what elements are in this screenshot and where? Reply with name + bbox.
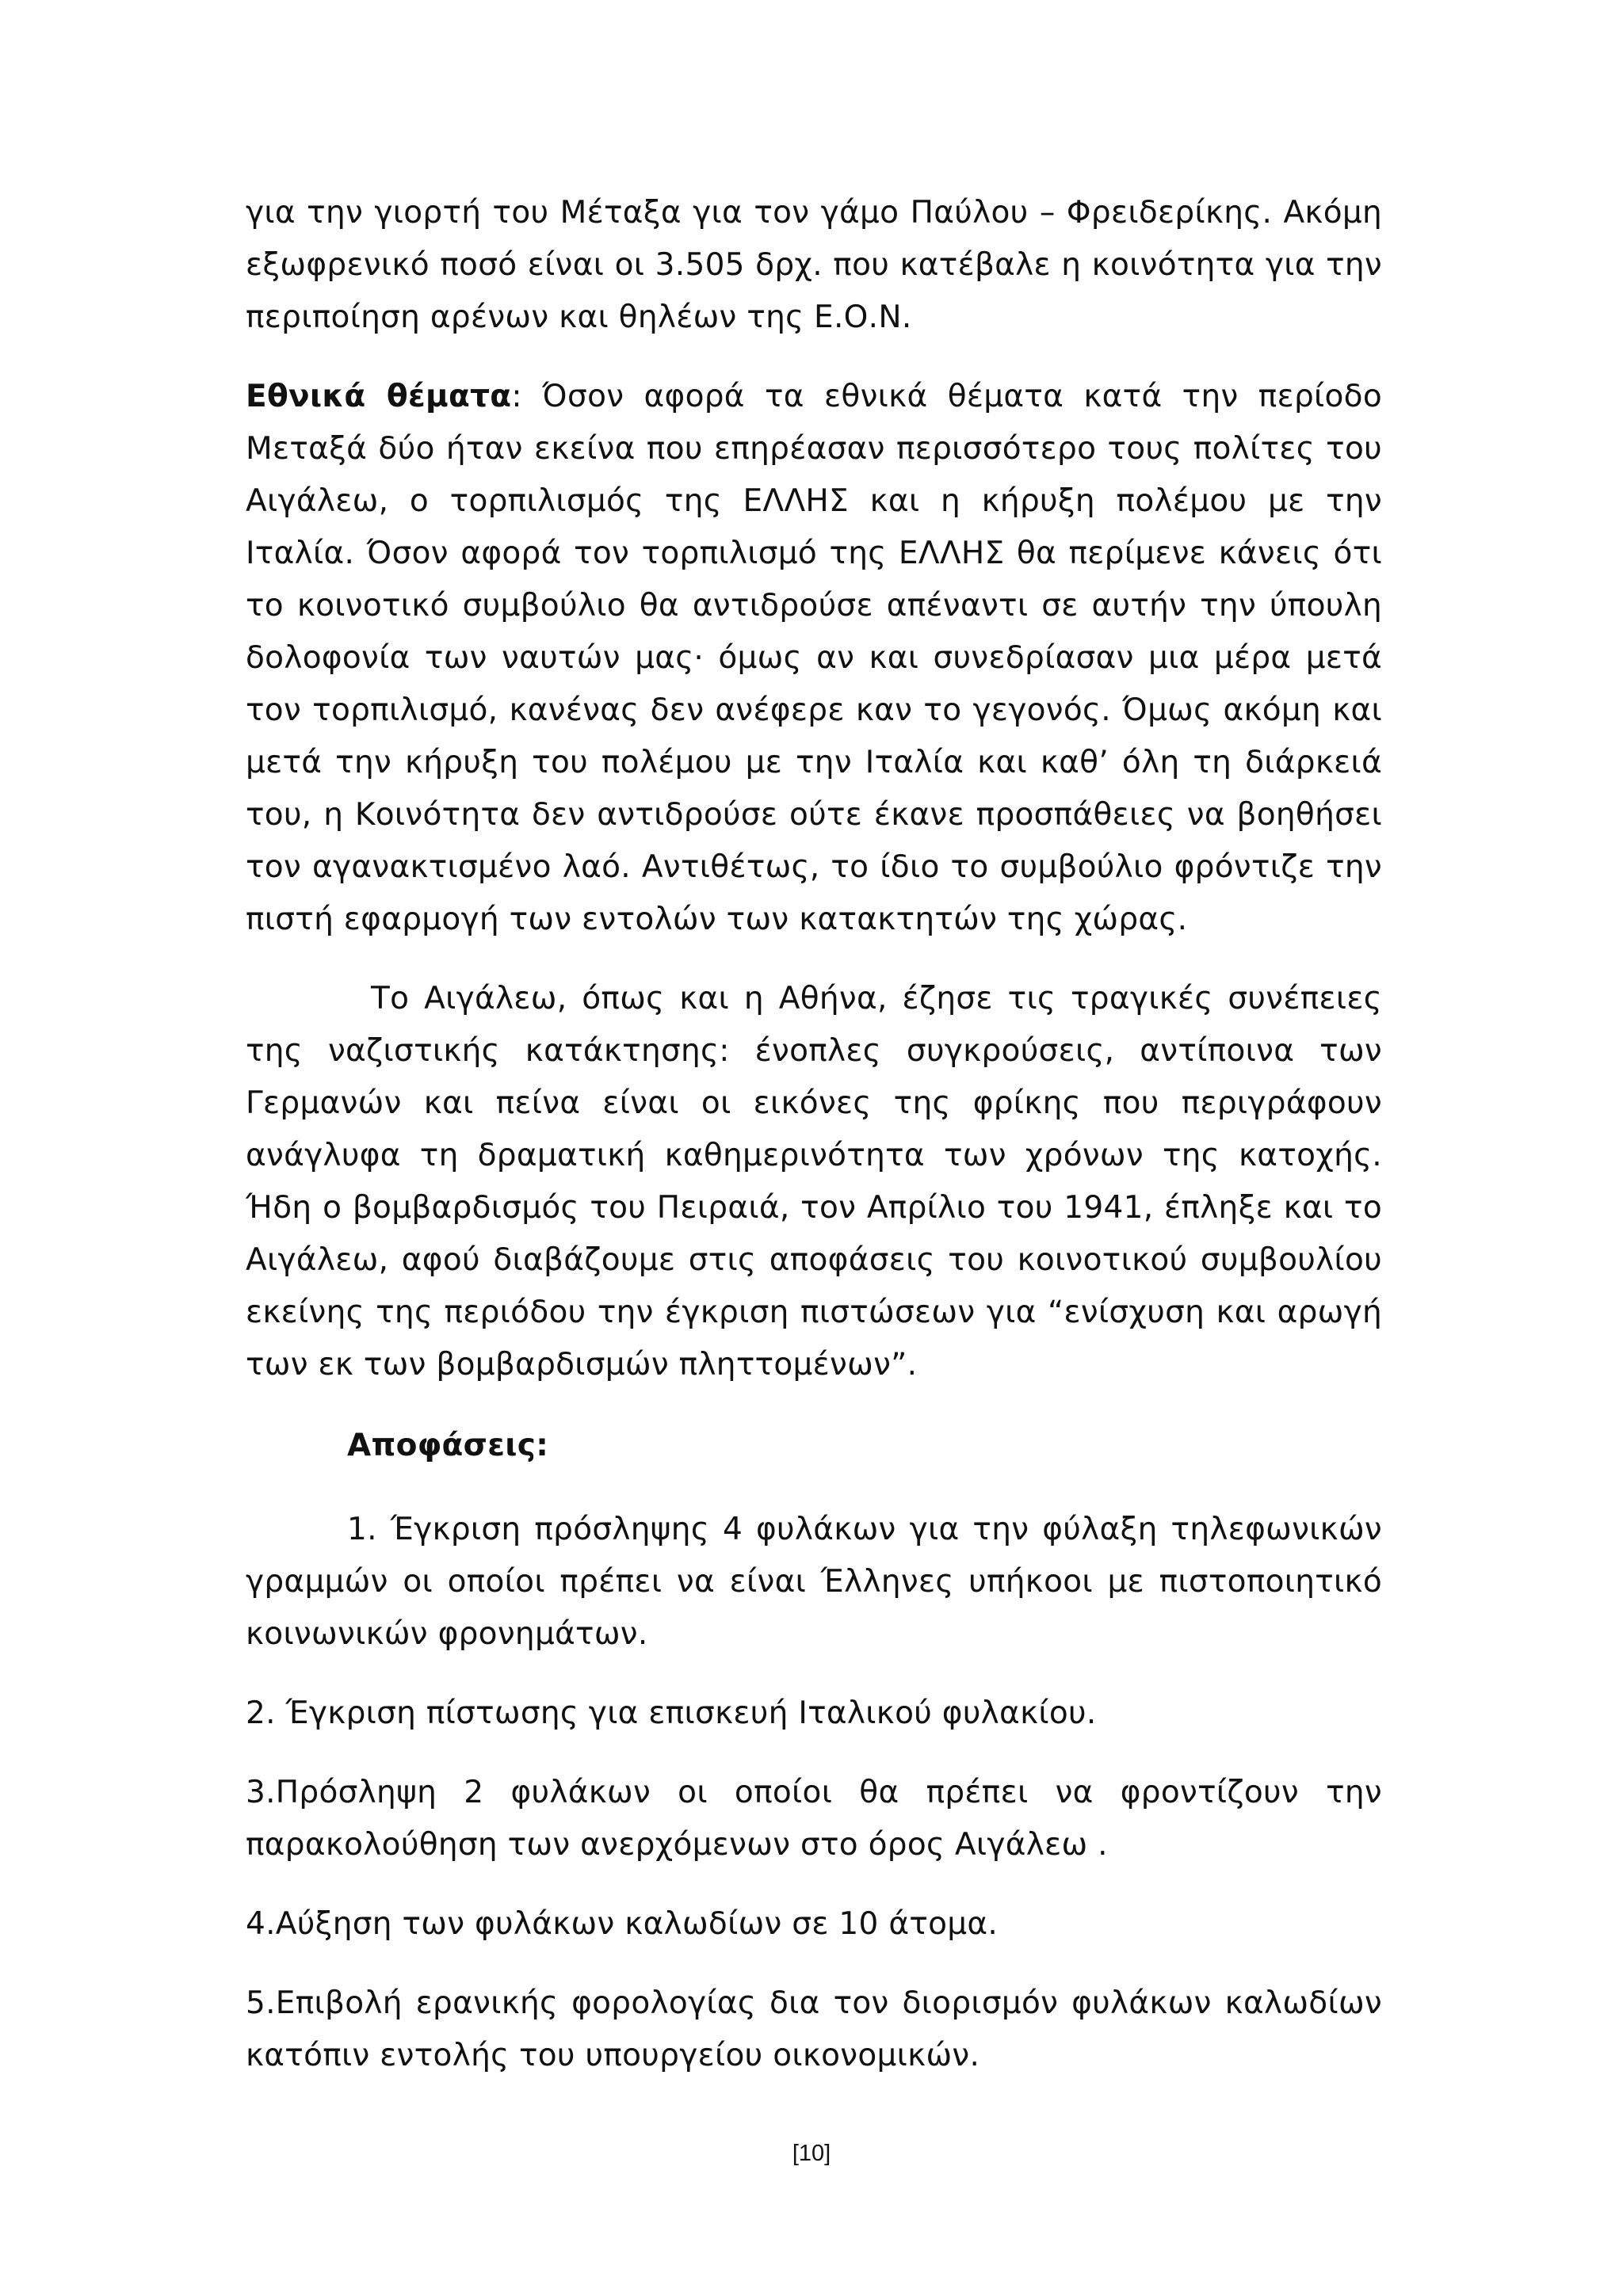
decision-item-2: 2. Έγκριση πίστωσης για επισκευή Ιταλικού φυλακίου.	[246, 1695, 1097, 1731]
decision-item-5: 5.Επιβολή ερανικής φορολογίας δια τον διορισμόν φυλάκων καλωδίων κατόπιν εντολής του υπουργείου οικονομικών.	[246, 1985, 1382, 2073]
paragraph-national-issues	[246, 371, 1382, 946]
paragraph-wedding-expenses: για την γιορτή του Μέταξα για τον γάμο Παύλου – Φρειδερίκης. Ακόμη εξωφρενικό ποσό είναι οι 3.505 δρχ. που κατέβαλε η κοινότητα για την περιποίηση αρένων και θηλέων της Ε.Ο.Ν.	[246, 195, 1382, 335]
page-number: [10]	[792, 2141, 831, 2166]
national-issues-label: Εθνικά θέματα	[246, 379, 512, 414]
decision-item-1: 1. Έγκριση πρόσληψης 4 φυλάκων για την φύλαξη τηλεφωνικών γραμμών οι οποίοι πρέπει να είναι Έλληνες υπήκοοι με πιστοποιητικό κοινωνικών φρονημάτων.	[246, 1512, 1382, 1652]
document-page	[246, 187, 1382, 2082]
decision-item-4: 4.Αύξηση των φυλάκων καλωδίων σε 10 άτομα.	[246, 1906, 999, 1942]
decision-item-3: 3.Πρόσληψη 2 φυλάκων οι οποίοι θα πρέπει να φροντίζουν την παρακολούθηση των ανερχόμενων στο όρος Αιγάλεω .	[246, 1775, 1382, 1863]
decisions-heading: Αποφάσεις:	[347, 1428, 549, 1463]
national-issues-body: : Όσον αφορά τα εθνικά θέματα κατά την περίοδο Μεταξά δύο ήταν εκείνα που επηρέασαν περισσότερο τους πολίτες του Αιγάλεω, ο τορπιλισμός της ΕΛΛΗΣ και η κήρυξη πολέμου με την Ιταλία. Όσον αφορά τον τορπιλισμό της ΕΛΛΗΣ θα περίμενε κάνεις ότι το κοινοτικό συμβούλιο θα αντιδρούσε απέναντι σε αυτήν την ύπουλη δολοφονία των ναυτών μας· όμως αν και συνεδρίασαν μια μέρα μετά τον τορπιλισμό, κανένας δεν ανέφερε καν το γεγονός. Όμως ακόμη και μετά την κήρυξη του πολέμου με την Ιταλία και καθ’ όλη τη διάρκειά του, η Κοινότητα δεν αντιδρούσε ούτε έκανε προσπάθειες να βοηθήσει τον αγανακτισμένο λαό. Αντιθέτως, το ίδιο το συμβούλιο φρόντιζε την πιστή εφαρμογή των εντολών των κατακτητών της χώρας.	[246, 379, 1382, 937]
paragraph-occupation: Το Αιγάλεω, όπως και η Αθήνα, έζησε τις τραγικές συνέπειες της ναζιστικής κατάκτησης: ένοπλες συγκρούσεις, αντίποινα των Γερμανών και πείνα είναι οι εικόνες της φρίκης που περιγράφουν ανάγλυφα τη δραματική καθημερινότητα των χρόνων της κατοχής. Ήδη ο βομβαρδισμός του Πειραιά, τον Απρίλιο του 1941, έπληξε και το Αιγάλεω, αφού διαβάζουμε στις αποφάσεις του κοινοτικού συμβουλίου εκείνης της περιόδου την έγκριση πιστώσεων για “ενίσχυση και αρωγή των εκ των βομβαρδισμών πληττομένων”.	[246, 981, 1382, 1383]
